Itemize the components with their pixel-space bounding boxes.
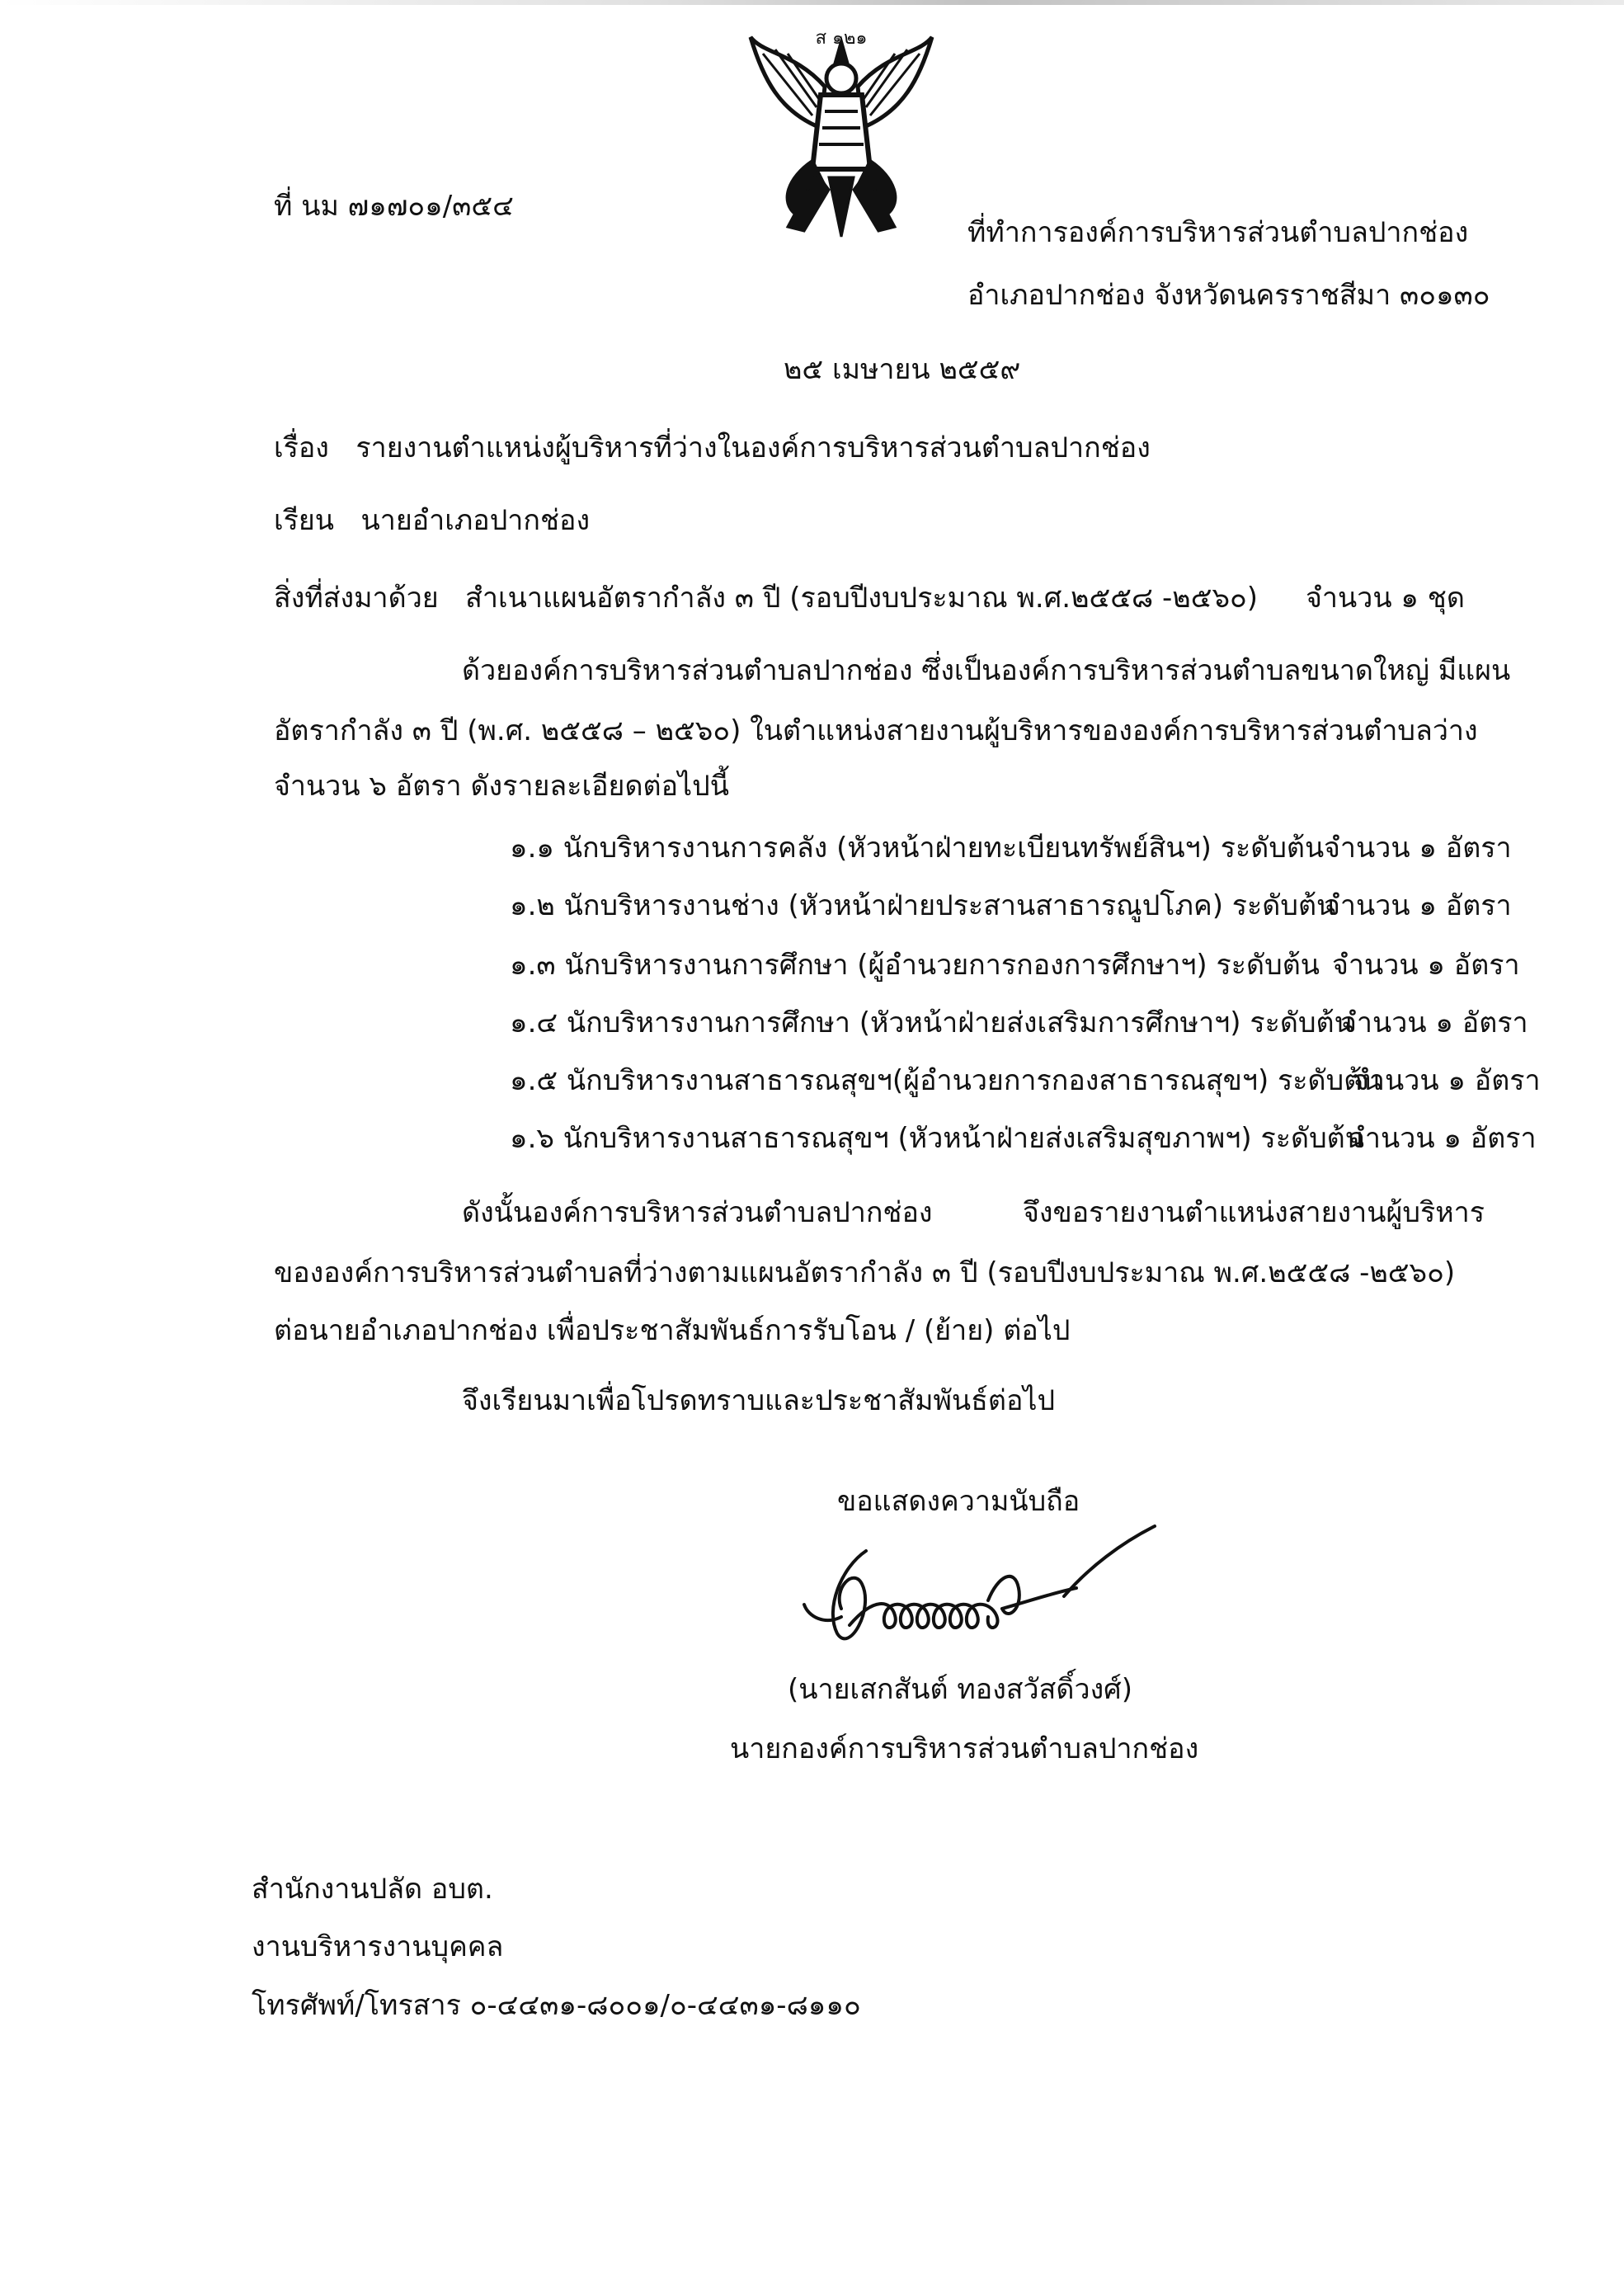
position-item-6: ๑.๖ นักบริหารงานสาธารณสุขฯ (หัวหน้าฝ่ายส่งเสริมสุขภาพฯ) ระดับต้น <box>510 1122 1364 1155</box>
signatory-position: นายกองค์การบริหารส่วนตำบลปากช่อง <box>730 1732 1199 1765</box>
signatory-name: (นายเสกสันต์ ทองสวัสดิ์วงศ์) <box>788 1673 1133 1706</box>
subject-line <box>274 425 1151 469</box>
enclosure-line <box>274 575 1258 620</box>
reference-number: ที่ นม ๗๑๗๐๑/๓๕๔ <box>274 190 514 223</box>
position-item-1: ๑.๑ นักบริหารงานการคลัง (หัวหน้าฝ่ายทะเบียนทรัพย์สินฯ) ระดับต้น <box>510 832 1325 865</box>
emblem-lettering: ส ๑๒๑ <box>815 28 868 49</box>
handwritten-signature <box>792 1518 1179 1658</box>
paragraph2-line1-start: ดังนั้นองค์การบริหารส่วนตำบลปากช่อง <box>462 1196 933 1229</box>
office-address-line2: อำเภอปากช่อง จังหวัดนครราชสีมา ๓๐๑๓๐ <box>967 279 1490 312</box>
enclosure-text: สำเนาแผนอัตรากำลัง ๓ ปี (รอบปีงบประมาณ พ.ศ.๒๕๕๘ -๒๕๖๐) <box>465 582 1259 615</box>
enclosure-label: สิ่งที่ส่งมาด้วย <box>274 582 439 615</box>
position-item-5: ๑.๕ นักบริหารงานสาธารณสุขฯ(ผู้อำนวยการกองสาธารณสุขฯ) ระดับต้น <box>510 1064 1382 1097</box>
subject-text: รายงานตำแหน่งผู้บริหารที่ว่างในองค์การบริหารส่วนตำบลปากช่อง <box>355 431 1151 464</box>
office-address-line1: ที่ทำการองค์การบริหารส่วนตำบลปากช่อง <box>967 216 1469 249</box>
salutation-label: เรียน <box>274 504 335 537</box>
footer-phone-fax: โทรศัพท์/โทรสาร ๐-๔๔๓๑-๘๐๐๑/๐-๔๔๓๑-๘๑๑๐ <box>252 1989 861 2022</box>
regards-text: ขอแสดงความนับถือ <box>837 1485 1080 1518</box>
position-item-5-qty: จำนวน ๑ อัตรา <box>1353 1064 1541 1097</box>
paragraph1-line3: จำนวน ๖ อัตรา ดังรายละเอียดต่อไปนี้ <box>274 770 729 803</box>
letter-date: ๒๕ เมษายน ๒๕๕๙ <box>784 353 1021 386</box>
position-item-4-qty: จำนวน ๑ อัตรา <box>1340 1006 1528 1039</box>
position-item-6-qty: จำนวน ๑ อัตรา <box>1349 1122 1537 1155</box>
closing-paragraph: จึงเรียนมาเพื่อโปรดทราบและประชาสัมพันธ์ต่อไป <box>462 1384 1056 1417</box>
subject-label: เรื่อง <box>274 431 329 464</box>
scan-edge <box>0 0 1624 5</box>
footer-office: สำนักงานปลัด อบต. <box>252 1873 493 1906</box>
position-item-3-qty: จำนวน ๑ อัตรา <box>1332 949 1520 982</box>
footer-department: งานบริหารงานบุคคล <box>252 1930 504 1963</box>
salutation-text: นายอำเภอปากช่อง <box>360 504 591 537</box>
paragraph2-line3: ต่อนายอำเภอปากช่อง เพื่อประชาสัมพันธ์การรับโอน / (ย้าย) ต่อไป <box>274 1314 1071 1347</box>
position-item-1-qty: จำนวน ๑ อัตรา <box>1324 832 1512 865</box>
paragraph2-line2: ขององค์การบริหารส่วนตำบลที่ว่างตามแผนอัตรากำลัง ๓ ปี (รอบปีงบประมาณ พ.ศ.๒๕๕๘ -๒๕๖๐) <box>274 1256 1456 1289</box>
position-item-4: ๑.๔ นักบริหารงานการศึกษา (หัวหน้าฝ่ายส่งเสริมการศึกษาฯ) ระดับต้น <box>510 1006 1353 1039</box>
paragraph2-line1-end: จึงขอรายงานตำแหน่งสายงานผู้บริหาร <box>1023 1196 1485 1229</box>
paragraph1-line2: อัตรากำลัง ๓ ปี (พ.ศ. ๒๕๕๘ – ๒๕๖๐) ในตำแหน่งสายงานผู้บริหารขององค์การบริหารส่วนตำบลว่าง <box>274 714 1478 747</box>
position-item-3: ๑.๓ นักบริหารงานการศึกษา (ผู้อำนวยการกองการศึกษาฯ) ระดับต้น <box>510 949 1320 982</box>
garuda-emblem-icon <box>746 21 936 243</box>
position-item-2: ๑.๒ นักบริหารงานช่าง (หัวหน้าฝ่ายประสานสาธารณูปโภค) ระดับต้น <box>510 889 1336 922</box>
enclosure-quantity: จำนวน ๑ ชุด <box>1306 582 1465 615</box>
position-item-2-qty: จำนวน ๑ อัตรา <box>1324 889 1512 922</box>
paragraph1-line1: ด้วยองค์การบริหารส่วนตำบลปากช่อง ซึ่งเป็นองค์การบริหารส่วนตำบลขนาดใหญ่ มีแผน <box>462 654 1511 687</box>
salutation-line <box>274 497 590 542</box>
